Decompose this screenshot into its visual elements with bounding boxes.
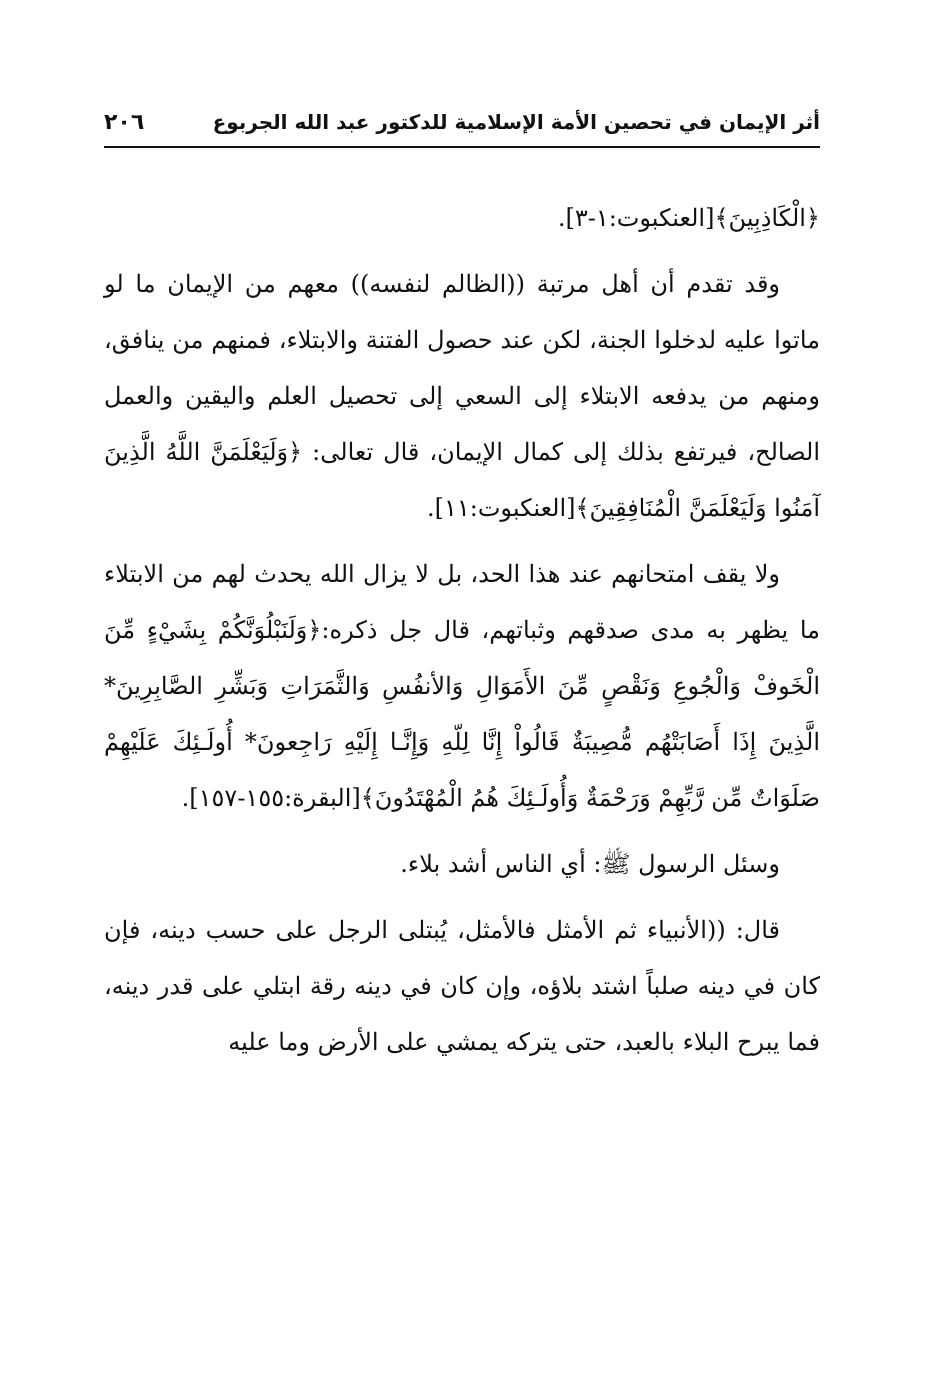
page-number: ٢٠٦ (104, 109, 145, 135)
header-divider (104, 146, 820, 148)
paragraph-imtihan: ولا يقف امتحانهم عند هذا الحد، بل لا يزال الله يحدث لهم من الابتلاء ما يظهر به مدى صدقهم وثباتهم، قال جل ذكره:﴿وَلَنَبْلُوَنَّكُمْ بِشَيْءٍ مِّنَ الْخَوفْ وَالْجُوعِ وَنَقْصٍ مِّنَ الأَمَوَالِ وَالأنفُسِ وَالثَّمَرَاتِ وَبَشِّرِ الصَّابِرِينَ* الَّذِينَ إِذَا أَصَابَتْهُم مُّصِيبَةٌ قَالُواْ إِنَّا لِلّهِ وَإِنَّـا إِلَيْهِ رَاجِعونَ* أُولَـئِكَ عَلَيْهِمْ صَلَوَاتٌ مِّن رَّبِّهِمْ وَرَحْمَةٌ وَأُولَـئِكَ هُمُ الْمُهْتَدُونَ﴾[البقرة:١٥٥-١٥٧]. (104, 560, 820, 812)
paragraph-question: وسئل الرسول ﷺ: أي الناس أشد بلاء. (400, 850, 780, 878)
paragraph-quran-ending: ﴿الْكَاذِبِينَ﴾[العنكبوت:١-٣]. (557, 204, 820, 232)
running-header (104, 100, 820, 144)
header-title: أثر الإيمان في تحصين الأمة الإسلامية للدكتور عبد الله الجربوع (212, 110, 820, 134)
paragraph-zalim-linafsih: وقد تقدم أن أهل مرتبة ((الظالم لنفسه)) معهم من الإيمان ما لو ماتوا عليه لدخلوا الجنة، لكن عند حصول الفتنة والابتلاء، فمنهم من ينافق، ومنهم من يدفعه الابتلاء إلى السعي إلى تحصيل العلم واليقين والعمل الصالح، فيرتفع بذلك إلى كمال الإيمان، قال تعالى: ﴿وَلَيَعْلَمَنَّ اللَّهُ الَّذِينَ آمَنُوا وَلَيَعْلَمَنَّ الْمُنَافِقِينَ﴾[العنكبوت:١١]. (104, 270, 820, 522)
paragraph-hadith: قال: ((الأنبياء ثم الأمثل فالأمثل، يُبتلى الرجل على حسب دينه، فإن كان في دينه صلباً اشتد بلاؤه، وإن كان في دينه رقة ابتلي على قدر دينه، فما يبرح البلاء بالعبد، حتى يتركه يمشي على الأرض وما عليه (104, 916, 820, 1056)
page-body (104, 190, 820, 1080)
